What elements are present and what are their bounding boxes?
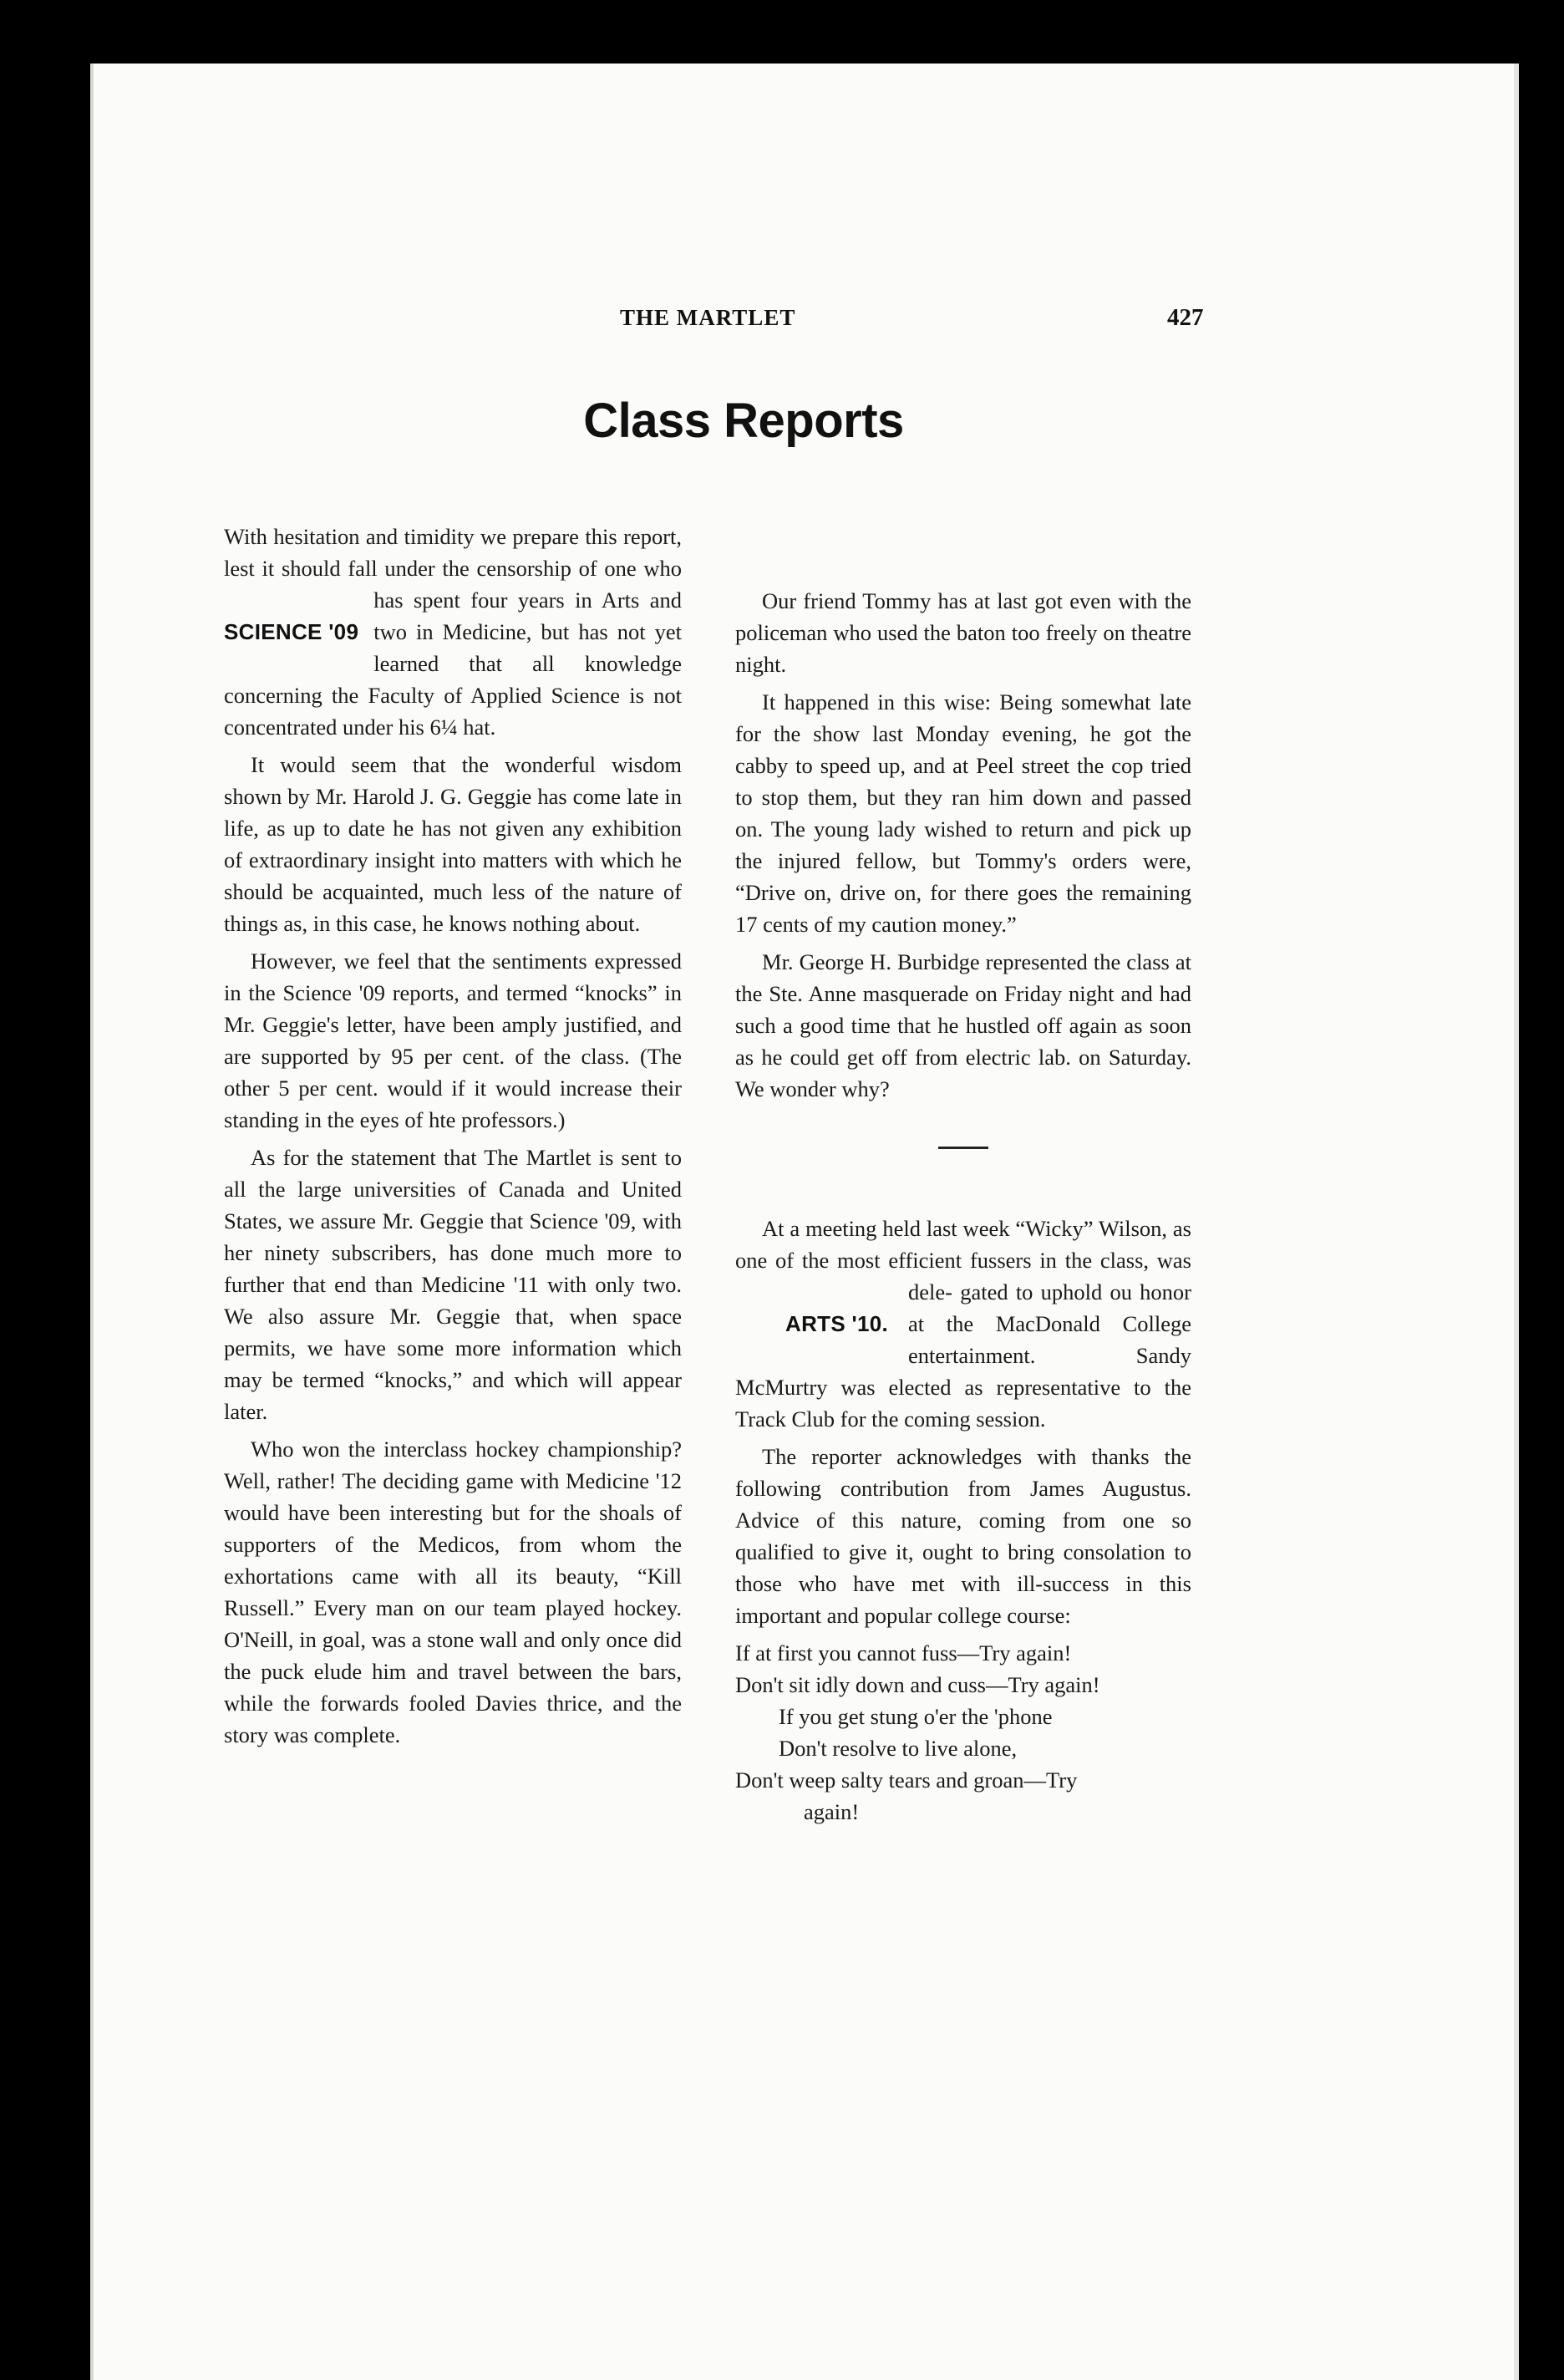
poem-line: Don't weep salty tears and groan—Try	[735, 1767, 1078, 1793]
science-paragraph-8: Mr. George H. Burbidge represented the class at the Ste. Anne masquerade on Friday night and had such a good time that he hustled off again as soon as he could get off from electric lab. on Saturday. We wonder why?	[735, 949, 1191, 1101]
science-paragraph-1-start: With hesitation and timidity we prepare this report, lest it should fall under the censorship of one who	[224, 524, 682, 581]
page-number: 427	[1167, 304, 1204, 331]
arts-paragraph-1-end: gated to uphold ou honor at the MacDonald College entertainment. Sandy McMurtry was elected as representative to the Track Club for the coming session.	[735, 1279, 1192, 1432]
arts-10-heading: ARTS '10.	[785, 1311, 889, 1336]
poem-line: If at first you cannot fuss—Try again!	[735, 1640, 1072, 1665]
poem-line: If you get stung o'er the 'phone	[779, 1704, 1053, 1729]
science-paragraph-5: Who won the interclass hockey championship? Well, rather! The deciding game with Medicine '12 would have been interesting but for the shoals of supporters of the Medicos, from whom the exhortations came with all its beauty, “Kill Russell.” Every man on our team played hockey. O'Neill, in goal, was a stone wall and only once did the puck elude him and travel between the bars, while the forwards fooled Davies thrice, and the story was complete.	[224, 1437, 682, 1747]
poem	[735, 1637, 1191, 1828]
article-title: Class Reports	[583, 394, 904, 448]
page-right-edge	[1514, 64, 1519, 2380]
arts-paragraph-1-start: At a meeting held last week “Wicky” Wilson, as one of the most efficient fussers in the class, was dele-	[735, 1216, 1191, 1304]
science-paragraph-7: It happened in this wise: Being somewhat late for the show last Monday evening, he got the cabby to speed up, and at Peel street the cop tried to stop them, but they ran him down and passed on. The young lady wished to return and pick up the injured fellow, but Tommy's orders were, “Drive on, drive on, for there goes the remaining 17 cents of my caution money.”	[735, 689, 1191, 937]
page-left-edge	[90, 64, 94, 2380]
science-09-heading: SCIENCE '09	[224, 619, 359, 644]
science-paragraph-2: It would seem that the wonderful wisdom shown by Mr. Harold J. G. Geggie has come late in life, as up to date he has not given any exhibition of extraordinary insight into matters with which he should be acquainted, much less of the nature of things as, in this case, he knows nothing about.	[224, 752, 682, 936]
science-paragraph-1	[224, 521, 682, 743]
left-column	[224, 521, 682, 1757]
science-paragraph-3: However, we feel that the sentiments expressed in the Science '09 reports, and termed “knocks” in Mr. Geggie's letter, have been amply justified, and are supported by 95 per cent. of the class. (The other 5 per cent. would if it would increase their standing in the eyes of hte professors.)	[224, 948, 682, 1132]
right-column-flow	[735, 585, 1191, 1828]
section-separator	[938, 1147, 988, 1149]
running-title: THE MARTLET	[620, 305, 796, 330]
poem-line: Don't resolve to live alone,	[779, 1736, 1018, 1761]
poem-line: Don't sit idly down and cuss—Try again!	[735, 1672, 1100, 1697]
arts-paragraph-2: The reporter acknowledges with thanks the following contribution from James Augustus. Advice of this nature, coming from one so qualified to give it, ought to bring consolation to those who have met with ill-success in this important and popular college course:	[735, 1444, 1191, 1628]
arts-paragraph-1	[735, 1213, 1191, 1435]
science-paragraph-1-end: has spent four years in Arts and two in Medicine, but has not yet learned that all knowledge concerning the Faculty of Applied Science is not concentrated under his 6¼ hat.	[224, 587, 682, 740]
science-paragraph-6-visible: Our friend Tommy has at last got even with the policeman who used the baton too freely on theatre night.	[735, 588, 1191, 677]
science-paragraph-4: As for the statement that The Martlet is sent to all the large universities of Canada and United States, we assure Mr. Geggie that Science '09, with her ninety subscribers, has done much more to further that end than Medicine '11 with only two. We also assure Mr. Geggie that, when space permits, we have some more information which may be termed “knocks,” and which will appear later.	[224, 1145, 682, 1424]
poem-line: again!	[804, 1799, 860, 1824]
